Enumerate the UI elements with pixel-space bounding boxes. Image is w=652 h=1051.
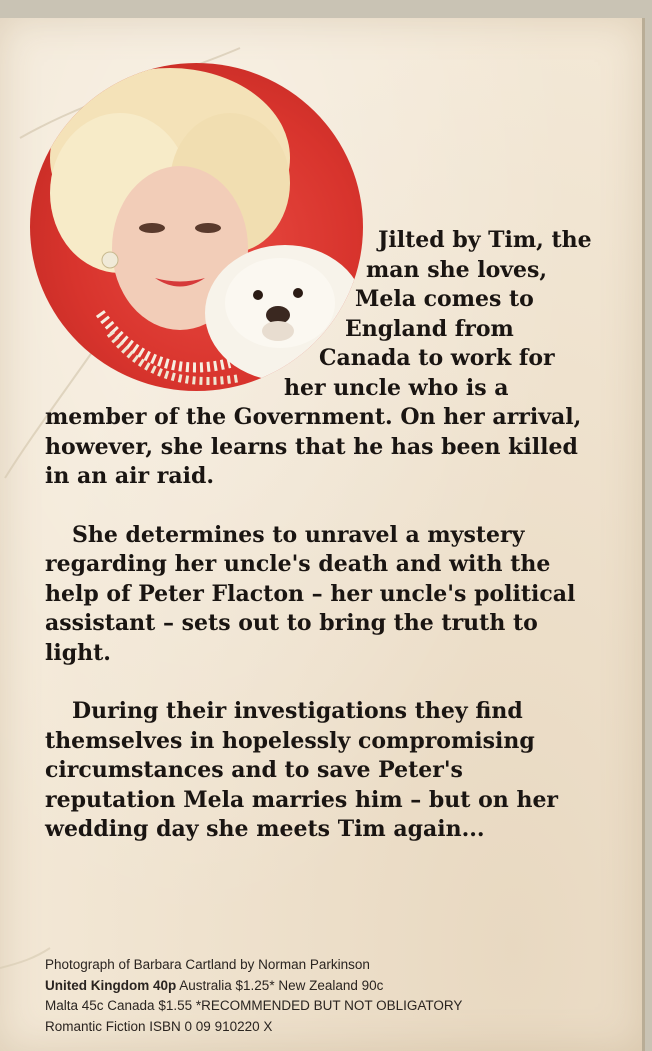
blurb-line: reputation Mela marries him – but on her (45, 786, 559, 813)
book-back-cover (0, 18, 645, 1051)
blurb-line: assistant – sets out to bring the truth to (45, 610, 538, 636)
price-line (45, 976, 605, 997)
genre-isbn: Romantic Fiction ISBN 0 09 910220 X (45, 1018, 273, 1034)
price-uk: United Kingdom 40p (45, 977, 177, 993)
blurb-line: regarding her uncle's death and with the (45, 551, 551, 577)
blurb-line: however, she learns that he has been killed (45, 433, 578, 460)
blurb-line: member of the Government. On her arrival, (45, 404, 582, 430)
blurb-line: Canada to work for (319, 345, 555, 371)
publisher-credits (45, 955, 605, 1037)
blurb-line: light. (45, 639, 111, 666)
blurb-line: She determines to unravel a mystery (72, 521, 525, 548)
blurb-line: her uncle who is a (284, 374, 509, 401)
blurb-line: Jilted by Tim, the (378, 227, 592, 253)
blurb-line: help of Peter Flacton – her uncle's political (45, 580, 576, 607)
price-line-2: Malta 45c Canada $1.55 *RECOMMENDED BUT NOT OBLIGATORY (45, 998, 463, 1013)
blurb-line: circumstances and to save Peter's (45, 757, 463, 783)
blurb-line: themselves in hopelessly compromising (45, 727, 535, 754)
blurb-line: England from (345, 315, 514, 342)
blurb-line: in an air raid. (45, 463, 215, 489)
blurb-line: wedding day she meets Tim again... (45, 816, 485, 842)
blurb-line: man she loves, (366, 256, 548, 283)
price-other: Australia $1.25* New Zealand 90c (176, 977, 384, 993)
blurb-line: During their investigations they find (72, 698, 523, 724)
blurb-line: Mela comes to (355, 286, 534, 312)
synopsis-text (45, 226, 605, 845)
photo-credit: Photograph of Barbara Cartland by Norman Parkinson (45, 957, 370, 972)
